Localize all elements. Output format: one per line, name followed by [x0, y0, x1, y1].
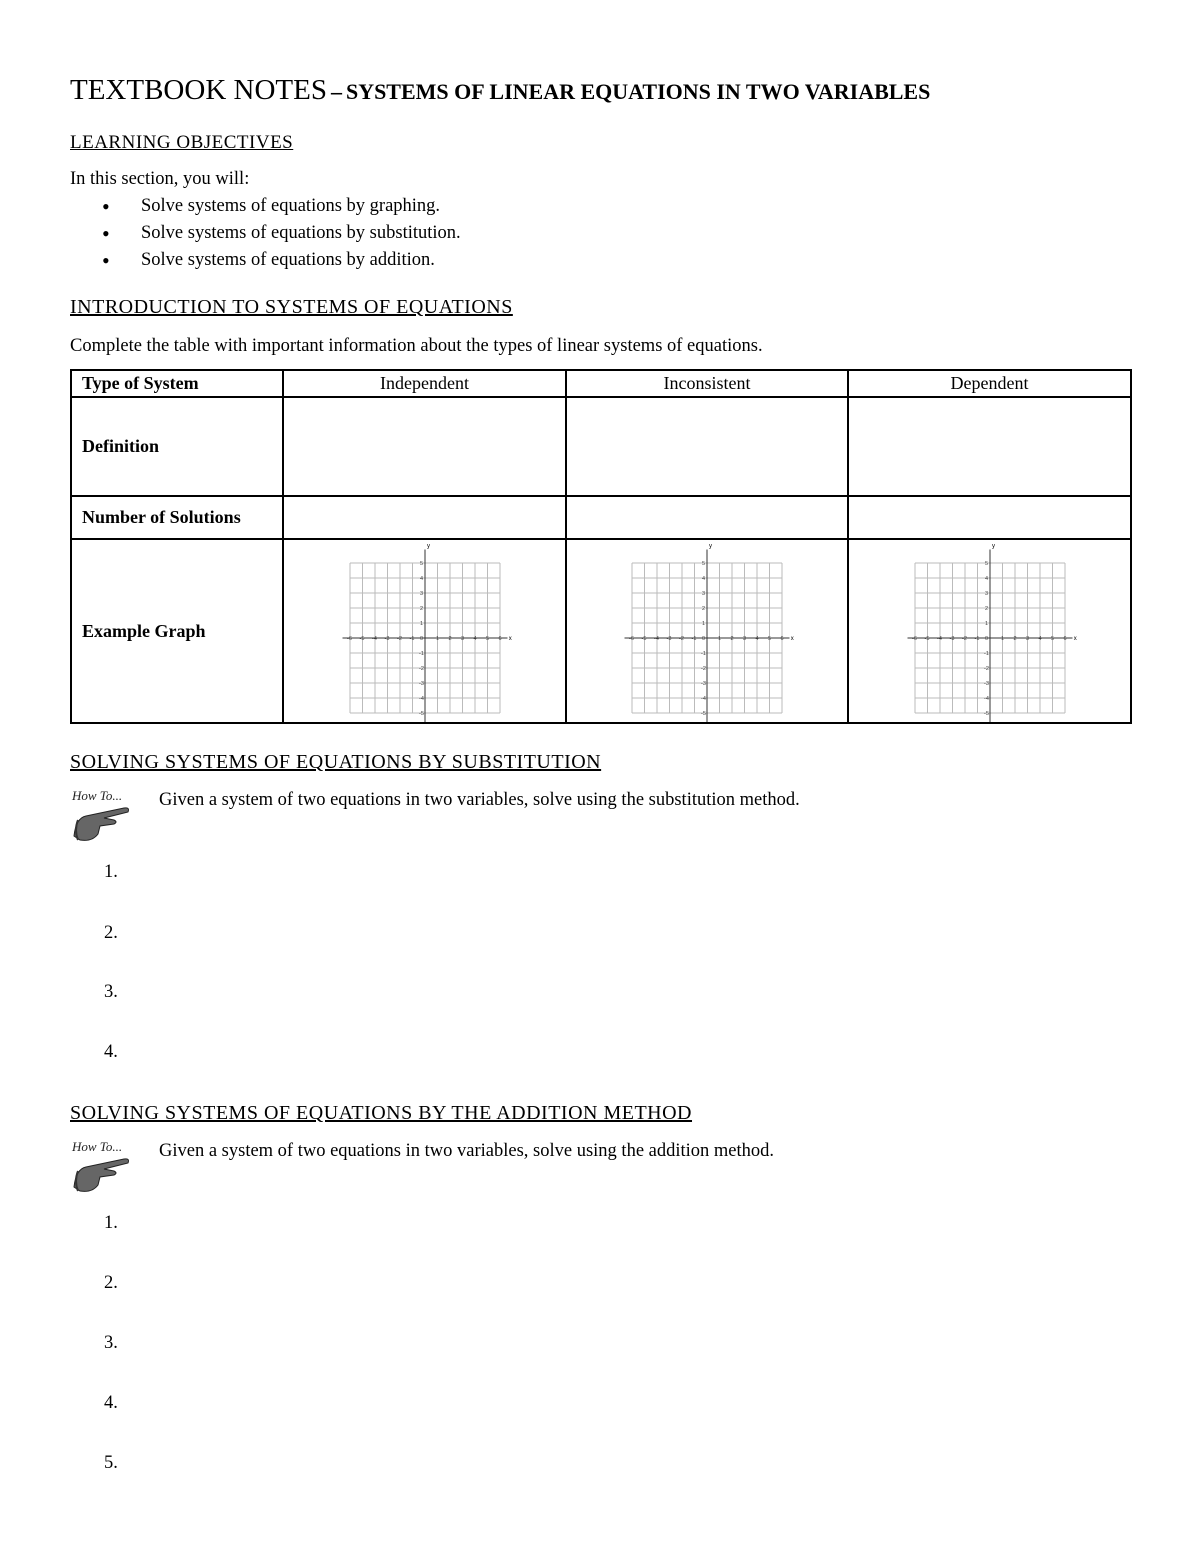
graph-dependent-cell[interactable]: [848, 539, 1131, 723]
coordinate-grid: [345, 542, 512, 720]
addition-step: 1.: [104, 1213, 118, 1233]
substitution-step: 3.: [104, 982, 118, 1002]
intro-instruction: Complete the table with important information about the types of linear systems of equations.: [70, 336, 763, 356]
graph-inconsistent-cell[interactable]: [566, 539, 848, 723]
objectives-list: [100, 193, 461, 274]
addition-step: 2.: [104, 1273, 118, 1293]
x-axis-label: x: [508, 636, 512, 642]
list-item: • Solve systems of equations by addition.: [100, 247, 461, 274]
x-tick-label: 4: [1038, 636, 1042, 642]
y-tick-label: -4: [701, 696, 706, 702]
y-tick-label: -4: [418, 696, 424, 702]
x-tick-label: -1: [409, 636, 414, 642]
howto-pointing-hand-icon: [70, 786, 148, 849]
origin-label: 0: [702, 636, 706, 642]
y-tick-label: -1: [418, 651, 424, 657]
objectives-heading: LEARNING OBJECTIVES: [70, 132, 294, 153]
y-tick-label: -4: [983, 696, 989, 702]
addition-text: Given a system of two equations in two variables, solve using the addition method.: [159, 1141, 775, 1161]
origin-label: 0: [419, 636, 423, 642]
systems-table: [70, 369, 1132, 724]
x-tick-label: 6: [498, 636, 502, 642]
x-tick-label: 3: [743, 636, 747, 642]
title-main: TEXTBOOK NOTES: [70, 74, 327, 106]
x-tick-label: -2: [396, 636, 402, 642]
addition-step: 5.: [104, 1453, 118, 1473]
x-tick-label: -3: [949, 636, 954, 642]
x-tick-label: 5: [485, 636, 489, 642]
list-item: • Solve systems of equations by substitution.: [100, 220, 461, 247]
x-tick-label: -3: [666, 636, 672, 642]
x-tick-label: 1: [435, 636, 439, 642]
y-tick-label: -1: [983, 651, 989, 657]
intro-heading: INTRODUCTION TO SYSTEMS OF EQUATIONS: [70, 296, 513, 318]
y-tick-label: 5: [984, 561, 988, 567]
x-tick-label: 3: [1025, 636, 1029, 642]
y-tick-label: -3: [701, 681, 706, 687]
coordinate-grid: [910, 542, 1077, 720]
x-tick-label: -6: [346, 636, 352, 642]
x-tick-label: 6: [1063, 636, 1067, 642]
y-tick-label: 3: [419, 591, 423, 597]
objectives-intro: In this section, you will:: [70, 169, 250, 189]
y-tick-label: 5: [419, 561, 423, 567]
y-axis-label: y: [991, 543, 995, 550]
solutions-independent-cell[interactable]: [283, 496, 566, 539]
y-tick-label: 4: [702, 576, 706, 582]
x-tick-label: -3: [384, 636, 389, 642]
x-axis-label: x: [1073, 636, 1077, 642]
definition-inconsistent-cell[interactable]: [566, 397, 848, 496]
x-tick-label: -6: [911, 636, 917, 642]
x-tick-label: 4: [473, 636, 477, 642]
x-tick-label: 5: [768, 636, 772, 642]
column-independent: Independent: [283, 370, 566, 397]
coordinate-grid: [627, 542, 794, 720]
y-tick-label: 3: [702, 591, 706, 597]
addition-step: 3.: [104, 1333, 118, 1353]
x-tick-label: -5: [924, 636, 929, 642]
x-tick-label: -6: [629, 636, 634, 642]
y-tick-label: 4: [984, 576, 988, 582]
definition-independent-cell[interactable]: [283, 397, 566, 496]
y-tick-label: 2: [702, 606, 706, 612]
graph-independent-cell[interactable]: [283, 539, 566, 723]
substitution-step: 4.: [104, 1042, 118, 1062]
column-inconsistent: Inconsistent: [566, 370, 848, 397]
y-axis-label: y: [426, 543, 430, 550]
x-tick-label: 2: [730, 636, 734, 642]
howto-pointing-hand-icon: [70, 1137, 148, 1200]
x-tick-label: -2: [679, 636, 684, 642]
x-tick-label: 1: [1000, 636, 1004, 642]
title-dash: –: [330, 79, 342, 104]
row-definition: Definition: [71, 397, 283, 496]
y-tick-label: -3: [983, 681, 989, 687]
y-tick-label: 2: [984, 606, 988, 612]
y-tick-label: -5: [983, 711, 989, 717]
x-tick-label: -4: [936, 636, 942, 642]
x-tick-label: 2: [448, 636, 452, 642]
y-tick-label: 1: [702, 621, 706, 627]
origin-label: 0: [984, 636, 988, 642]
x-tick-label: 1: [718, 636, 722, 642]
y-tick-label: -1: [701, 651, 706, 657]
table-header-label: Type of System: [71, 370, 283, 397]
x-tick-label: -5: [359, 636, 364, 642]
x-tick-label: -1: [974, 636, 979, 642]
y-tick-label: 3: [984, 591, 988, 597]
y-axis-label: y: [709, 543, 712, 550]
x-tick-label: -4: [371, 636, 377, 642]
x-tick-label: -5: [641, 636, 647, 642]
substitution-step: 2.: [104, 923, 118, 943]
substitution-heading: SOLVING SYSTEMS OF EQUATIONS BY SUBSTITUTION: [70, 751, 602, 773]
y-tick-label: 5: [702, 561, 706, 567]
y-tick-label: -2: [983, 666, 989, 672]
column-dependent: Dependent: [848, 370, 1131, 397]
row-number-of-solutions: Number of Solutions: [71, 496, 283, 539]
addition-heading: SOLVING SYSTEMS OF EQUATIONS BY THE ADDITION METHOD: [70, 1102, 693, 1124]
y-tick-label: 4: [419, 576, 423, 582]
x-tick-label: 4: [755, 636, 759, 642]
x-axis-label: x: [790, 636, 794, 642]
x-tick-label: -1: [691, 636, 697, 642]
x-tick-label: 3: [460, 636, 464, 642]
page-title: [70, 74, 930, 107]
y-tick-label: 2: [419, 606, 423, 612]
list-item: • Solve systems of equations by graphing.: [100, 193, 461, 220]
howto-label: How To...: [72, 1139, 123, 1154]
substitution-step: 1.: [104, 862, 118, 882]
title-subtitle: SYSTEMS OF LINEAR EQUATIONS IN TWO VARIABLES: [345, 79, 931, 104]
howto-label: How To...: [72, 788, 123, 803]
x-tick-label: -4: [654, 636, 659, 642]
x-tick-label: 6: [780, 636, 784, 642]
x-tick-label: 5: [1050, 636, 1054, 642]
y-tick-label: -2: [701, 666, 706, 672]
y-tick-label: 1: [419, 621, 423, 627]
solutions-inconsistent-cell[interactable]: [566, 496, 848, 539]
y-tick-label: -2: [418, 666, 424, 672]
y-tick-label: -5: [418, 711, 424, 717]
y-tick-label: 1: [984, 621, 988, 627]
y-tick-label: -3: [418, 681, 424, 687]
addition-step: 4.: [104, 1393, 118, 1413]
row-example-graph: Example Graph: [71, 539, 283, 723]
x-tick-label: -2: [961, 636, 967, 642]
x-tick-label: 2: [1013, 636, 1017, 642]
substitution-text: Given a system of two equations in two variables, solve using the substitution method.: [159, 790, 800, 810]
solutions-dependent-cell[interactable]: [848, 496, 1131, 539]
y-tick-label: -5: [701, 711, 706, 717]
definition-dependent-cell[interactable]: [848, 397, 1131, 496]
